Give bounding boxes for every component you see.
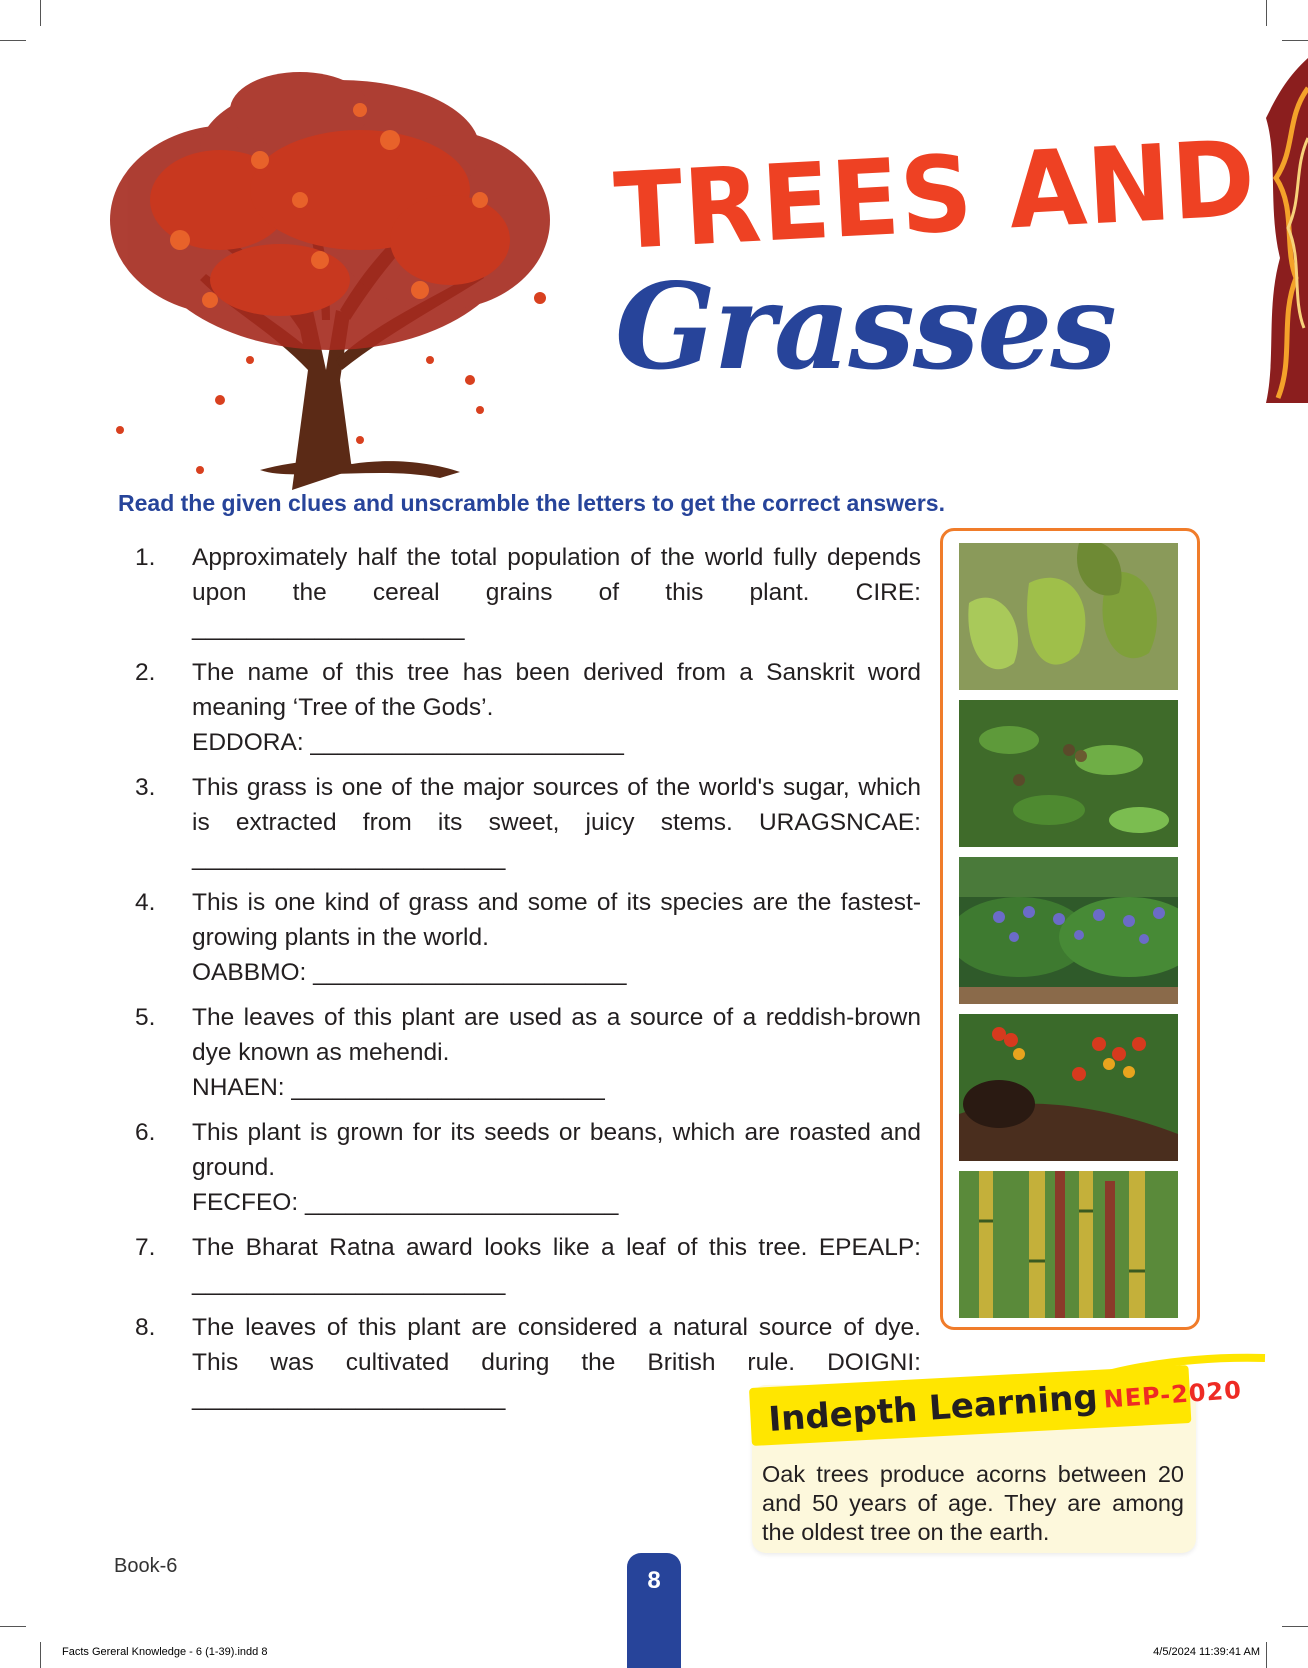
- question-text: The name of this tree has been derived from a Sanskrit word meaning ‘Tree of the Gods’.: [192, 659, 921, 721]
- instruction: Read the given clues and unscramble the letters to get the correct answers.: [118, 490, 945, 516]
- question-text: This is one kind of grass and some of its species are the fastest-growing plants in the world.: [192, 889, 921, 951]
- henna-plant-photo: [959, 700, 1178, 847]
- crop-mark: [40, 1642, 41, 1668]
- crop-mark: [1282, 40, 1308, 41]
- crop-mark: [0, 1626, 26, 1627]
- question-item: [135, 1230, 921, 1300]
- question-number: 1.: [135, 544, 156, 571]
- crop-mark: [0, 40, 26, 41]
- title-trees-and: TREES AND: [611, 116, 1259, 274]
- question-text: Approximately half the total population of the world fully depends upon the cereal grains of this plant. CIRE: ____________________: [192, 544, 921, 641]
- crop-mark: [40, 0, 41, 26]
- question-item: [135, 885, 921, 990]
- question-item: [135, 770, 921, 875]
- question-number: 6.: [135, 1119, 156, 1146]
- question-number: 5.: [135, 1004, 156, 1031]
- question-number: 2.: [135, 659, 156, 686]
- answer-blank: EDDORA: _______________________: [192, 729, 624, 756]
- autumn-tree-illustration: [60, 70, 620, 490]
- crop-mark: [1282, 1626, 1308, 1627]
- answer-blank: NHAEN: _______________________: [192, 1074, 605, 1101]
- question-list: [135, 540, 921, 1425]
- indepth-learning-label: Indepth Learning: [767, 1377, 1099, 1440]
- question-text: The Bharat Ratna award looks like a leaf of this tree. EPEALP: _______________________: [192, 1234, 921, 1296]
- question-item: [135, 1115, 921, 1220]
- question-text: The leaves of this plant are considered a natural source of dye. This was cultivated during the British rule. DOIGNI: _______________________: [192, 1314, 921, 1411]
- question-number: 3.: [135, 774, 156, 801]
- book-label: Book-6: [114, 1555, 178, 1577]
- photo-frame: [940, 528, 1200, 1330]
- question-item: [135, 540, 921, 645]
- indigo-field-photo: [959, 857, 1178, 1004]
- sugarcane-photo: [959, 1171, 1178, 1318]
- question-number: 7.: [135, 1234, 156, 1261]
- answer-blank: FECFEO: _______________________: [192, 1189, 619, 1216]
- question-number: 8.: [135, 1314, 156, 1341]
- peepal-leaves-photo: [959, 543, 1178, 690]
- question-number: 4.: [135, 889, 156, 916]
- title-grasses: Grasses: [615, 257, 1115, 396]
- timestamp-slug: 4/5/2024 11:39:41 AM: [1153, 1646, 1260, 1658]
- crop-mark: [1266, 0, 1267, 26]
- question-item: [135, 1000, 921, 1105]
- question-text: This plant is grown for its seeds or beans, which are roasted and ground.: [192, 1119, 921, 1181]
- nep-2020-tag: NEP-2020: [1102, 1376, 1243, 1414]
- question-text: The leaves of this plant are used as a source of a reddish-brown dye known as mehendi.: [192, 1004, 921, 1066]
- decorative-pattern: [1266, 58, 1308, 403]
- coffee-beans-photo: [959, 1014, 1178, 1161]
- question-text: This grass is one of the major sources of the world's sugar, which is extracted from its sweet, juicy stems. URAGSNCAE: _______________________: [192, 774, 921, 871]
- indepth-learning-text: Oak trees produce acorns between 20 and 50 years of age. They are among the oldest tree on the earth.: [762, 1461, 1184, 1545]
- file-slug: Facts Gereral Knowledge - 6 (1-39).indd 8: [62, 1646, 268, 1658]
- crop-mark: [1266, 1642, 1267, 1668]
- page-number: 8: [627, 1553, 681, 1668]
- answer-blank: OABBMO: _______________________: [192, 959, 627, 986]
- question-item: [135, 655, 921, 760]
